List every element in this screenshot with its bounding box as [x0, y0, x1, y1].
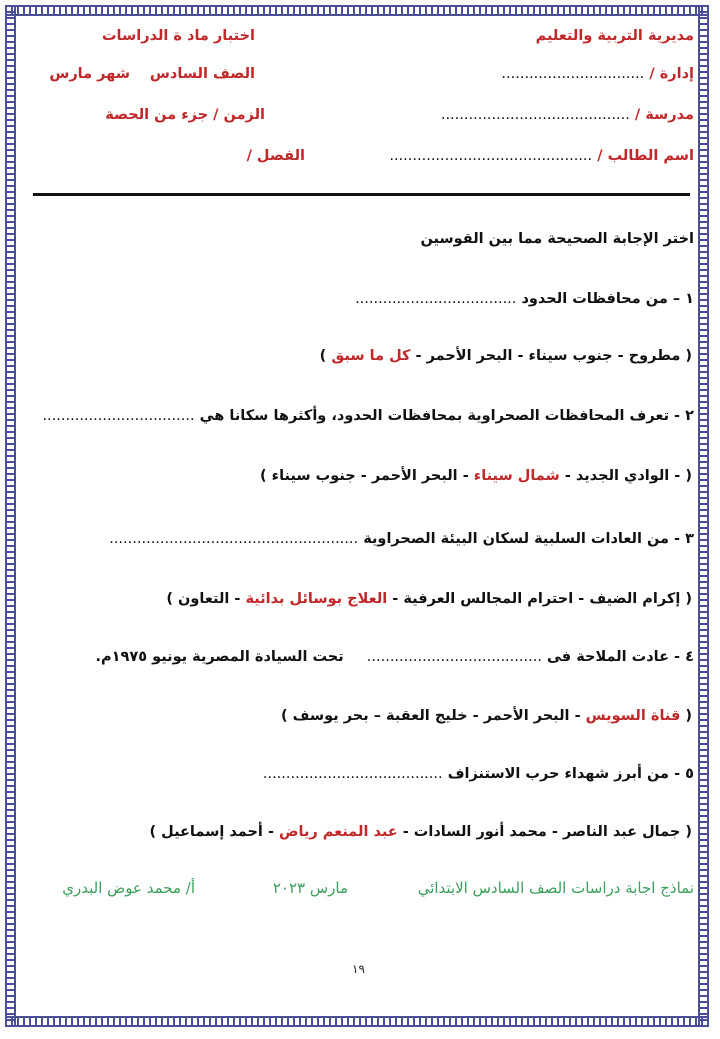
correct-option: كل ما سبق — [331, 348, 411, 364]
answer-blank: ................................... — [355, 291, 517, 307]
options-5: ( جمال عبد الناصر - محمد أنور السادات - عبد المنعم رياض - أحمد إسماعيل ) — [149, 824, 692, 840]
question-text: ٣ - من العادات السلبية لسكان البيئة الصحراوية — [363, 531, 694, 547]
month: شهر مارس — [49, 66, 130, 82]
border-left — [5, 5, 16, 1027]
border-bottom — [5, 1016, 709, 1027]
question-text: ٥ - من أبرز شهداء حرب الاستنزاف — [447, 766, 694, 782]
option: البحر الأحمر — [426, 348, 513, 364]
options-2: ( - الوادي الجديد - شمال سيناء - البحر الأحمر - جنوب سيناء ) — [259, 468, 692, 484]
option: خليج العقبة — [386, 708, 468, 724]
administration-dots: ............................... — [501, 66, 645, 82]
administration-field — [501, 66, 694, 82]
school-field — [441, 107, 694, 123]
answer-blank: ....................................... — [262, 766, 443, 782]
option: أحمد إسماعيل — [161, 824, 263, 840]
exam-title: اختبار ماد ة الدراسات — [101, 28, 255, 44]
question-text: ٤ - عادت الملاحة فى — [547, 649, 694, 665]
options-3: ( إكرام الضيف - احترام المجالس العرفية - العلاج بوسائل بدائية - التعاون ) — [166, 591, 692, 607]
school-dots: ......................................... — [440, 107, 630, 123]
option: البحر الأحمر — [371, 468, 458, 484]
exam-time: الزمن / جزء من الحصة — [105, 107, 265, 123]
instruction: اختر الإجابة الصحيحة مما بين القوسين — [420, 231, 694, 247]
footer-author: أ/ محمد عوض البدري — [62, 879, 195, 897]
page-number: ١٩ — [352, 962, 365, 976]
answer-blank: ...................................... — [366, 649, 542, 665]
option: جنوب سيناء — [271, 468, 356, 484]
option: احترام المجالس العرفية — [403, 591, 574, 607]
option: بحر يوسف — [292, 708, 369, 724]
correct-option: العلاج بوسائل بدائية — [245, 591, 388, 607]
question-5 — [263, 766, 694, 782]
question-2 — [42, 408, 694, 424]
question-text: ١ – من محافظات الحدود — [521, 291, 694, 307]
option: مطروح — [628, 348, 681, 364]
option: الوادي الجديد — [575, 468, 670, 484]
question-text: ٢ - تعرف المحافظات الصحراوية بمحافظات الحدود، وأكثرها سكانا هي — [199, 408, 694, 424]
class-label: الفصل / — [246, 148, 305, 164]
student-field — [389, 148, 694, 164]
footer-date: مارس ٢٠٢٣ — [272, 879, 348, 897]
school-label: مدرسة / — [634, 107, 694, 123]
grade: الصف السادس — [149, 66, 255, 82]
correct-option: قناة السويس — [585, 708, 681, 724]
correct-option: شمال سيناء — [473, 468, 560, 484]
options-4: ( قناة السويس - البحر الأحمر - خليج العقبة – بحر يوسف ) — [280, 708, 692, 724]
question-suffix: تحت السيادة المصرية يونيو ١٩٧٥م. — [95, 649, 344, 665]
border-top — [5, 5, 709, 16]
question-4 — [96, 649, 694, 665]
correct-option: عبد المنعم رياض — [279, 824, 398, 840]
divider — [33, 193, 690, 196]
model-title: نماذج اجابة دراسات الصف السادس الابتدائي — [417, 879, 694, 897]
answer-blank: ...................................................... — [109, 531, 359, 547]
student-label: اسم الطالب / — [597, 148, 694, 164]
question-1 — [355, 291, 694, 307]
option: محمد أنور السادات — [413, 824, 547, 840]
option: جمال عبد الناصر — [563, 824, 681, 840]
answer-blank: ................................. — [42, 408, 195, 424]
administration-label: إدارة / — [649, 66, 694, 82]
option: التعاون — [178, 591, 230, 607]
student-dots: ............................................ — [389, 148, 593, 164]
option: إكرام الضيف — [589, 591, 681, 607]
option: جنوب سيناء — [528, 348, 613, 364]
border-right — [698, 5, 709, 1027]
options-1: ( مطروح - جنوب سيناء - البحر الأحمر - كل ما سبق ) — [319, 348, 692, 364]
directorate: مديرية التربية والتعليم — [535, 28, 694, 44]
option: البحر الأحمر — [483, 708, 570, 724]
question-3 — [109, 531, 694, 547]
